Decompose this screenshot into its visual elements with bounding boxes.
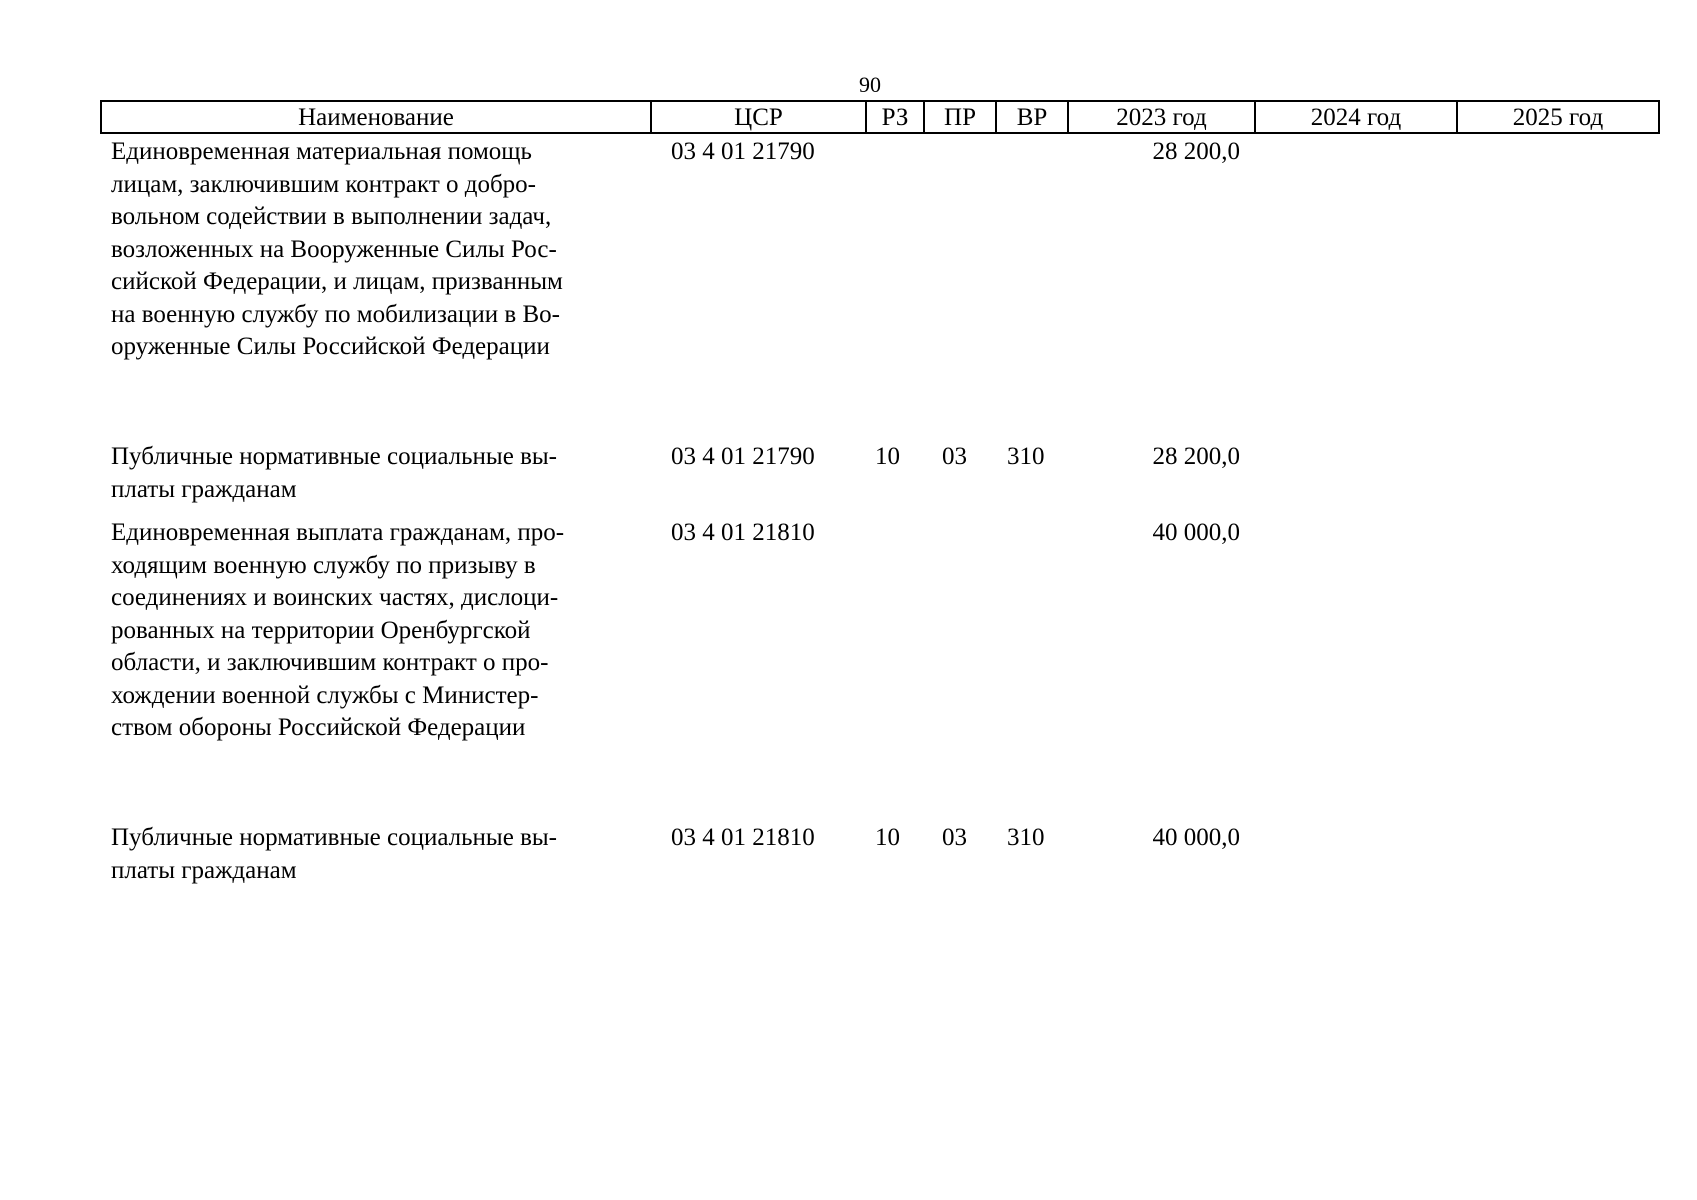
table-row [100,441,1656,517]
row-2024-cell [1254,136,1456,441]
header-pr: ПР [925,102,997,132]
name-line: сийской Федерации, и лицам, призванным [111,268,563,295]
row-pr-cell [923,517,995,822]
row-2023-cell: 40 000,0 [1152,824,1240,851]
row-csr-cell: 03 4 01 21790 [671,443,815,470]
row-rz-cell: 10 [875,443,900,470]
row-name-cell [100,441,650,517]
table-row [100,136,1656,441]
name-line: возложенных на Вооруженные Силы Рос- [111,235,557,263]
row-name-cell [100,136,650,441]
header-csr: ЦСР [652,102,867,132]
row-pr-cell: 03 [942,824,967,851]
name-line: ходящим военную службу по призыву в [111,551,536,579]
row-2025-cell [1456,136,1656,441]
name-line: соединениях и воинских частях, дислоци- [111,584,559,611]
name-line: Единовременная материальная помощь [111,138,532,165]
table-row [100,822,1656,898]
row-vr-cell: 310 [1007,443,1045,470]
row-2023-cell: 28 200,0 [1152,138,1240,165]
row-name-cell [100,517,650,822]
name-line: платы гражданам [111,856,297,884]
page-number: 90 [859,72,881,97]
header-2024: 2024 год [1256,102,1458,132]
table-header-row [100,100,1660,134]
name-line: хождении военной службы с Министер- [111,681,539,709]
row-2025-cell [1456,441,1656,517]
row-name-cell [100,822,650,898]
header-2025: 2025 год [1512,104,1604,131]
row-2023-cell: 40 000,0 [1152,519,1240,546]
row-pr-cell: 03 [942,443,967,470]
table-body [100,136,1656,898]
name-line: рованных на территории Оренбургской [111,616,531,644]
row-pr-cell [923,136,995,441]
row-2025-cell [1456,517,1656,822]
name-line: ством обороны Российской Федерации [111,714,526,741]
row-2024-cell [1254,517,1456,822]
header-name: Наименование [102,102,652,132]
row-csr-cell: 03 4 01 21790 [671,138,815,165]
row-2024-cell [1254,441,1456,517]
row-rz-cell [865,517,923,822]
table-row [100,517,1656,822]
row-2025-cell [1456,822,1656,898]
name-line: лицам, заключившим контракт о добро- [111,170,537,198]
row-rz-cell [865,136,923,441]
name-line: платы гражданам [111,475,297,503]
name-line: оруженные Силы Российской Федерации [111,333,550,360]
row-2023-cell: 28 200,0 [1152,443,1240,470]
header-rz: РЗ [867,102,925,132]
row-vr-cell [995,517,1067,822]
row-csr-cell: 03 4 01 21810 [671,519,815,546]
header-2023: 2023 год [1069,102,1256,132]
name-line: на военную службу по мобилизации в Во- [111,300,560,328]
row-csr-cell: 03 4 01 21810 [671,824,815,851]
row-vr-cell [995,136,1067,441]
name-line: Публичные нормативные социальные вы- [111,824,557,851]
name-line: области, и заключившим контракт о про- [111,649,549,676]
row-2024-cell [1254,822,1456,898]
name-line: Публичные нормативные социальные вы- [111,443,557,470]
name-line: Единовременная выплата гражданам, про- [111,519,565,546]
row-rz-cell: 10 [875,824,900,851]
header-vr: ВР [997,102,1069,132]
row-vr-cell: 310 [1007,824,1045,851]
name-line: вольном содействии в выполнении задач, [111,203,552,230]
